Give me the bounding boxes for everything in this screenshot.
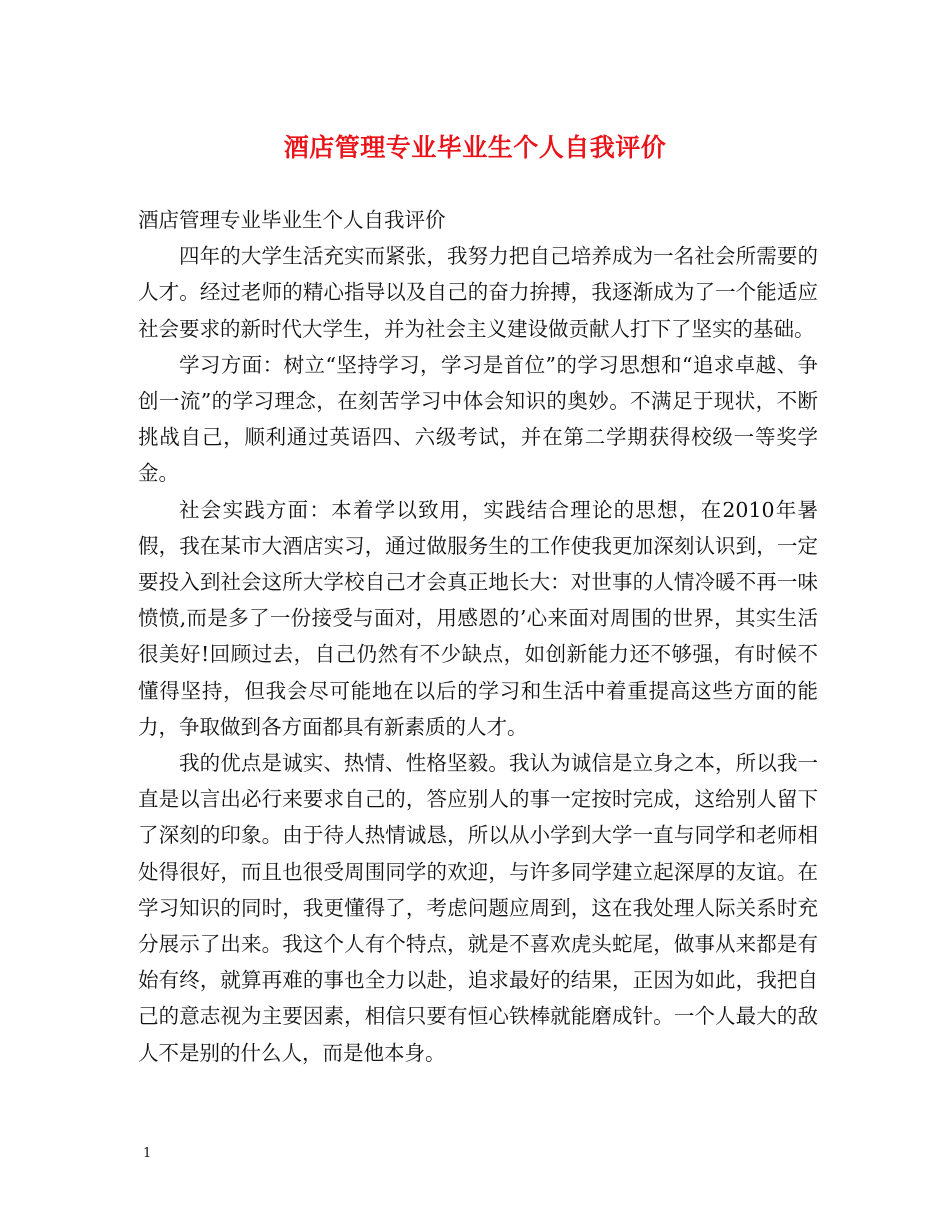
- page-number: 1: [143, 1146, 152, 1161]
- document-subtitle: 酒店管理专业毕业生个人自我评价: [138, 208, 446, 232]
- paragraph-practice: 社会实践方面：本着学以致用，实践结合理论的思想，在2010年暑假，我在某市大酒店实习，通过做服务生的工作使我更加深刻认识到，一定要投入到社会这所大学校自己才会真正地长大：对世事的人情冷暖不再一味愤愤,而是多了一份接受与面对，用感恩的’心来面对周围的世界，其实生活很美好!回顾过去，自己仍然有不少缺点，如创新能力还不够强，有时候不懂得坚持，但我会尽可能地在以后的学习和生活中着重提高这些方面的能力，争取做到各方面都具有新素质的人才。: [138, 497, 818, 739]
- paragraph-strengths: 我的优点是诚实、热情、性格坚毅。我认为诚信是立身之本，所以我一直是以言出必行来要求自己的，答应别人的事一定按时完成，这给别人留下了深刻的印象。由于待人热情诚恳，所以从小学到大学一直与同学和老师相处得很好，而且也很受周围同学的欢迎，与许多同学建立起深厚的友谊。在学习知识的同时，我更懂得了，考虑问题应周到，这在我处理人际关系时充分展示了出来。我这个人有个特点，就是不喜欢虎头蛇尾，做事从来都是有始有终，就算再难的事也全力以赴，追求最好的结果，正因为如此，我把自己的意志视为主要因素，相信只要有恒心铁棒就能磨成针。一个人最大的敌人不是别的什么人，而是他本身。: [138, 751, 818, 1065]
- paragraph-study: 学习方面：树立“坚持学习，学习是首位”的学习思想和“追求卓越、争创一流”的学习理念，在刻苦学习中体会知识的奥妙。不满足于现状，不断挑战自己，顺利通过英语四、六级考试，并在第二学期获得校级一等奖学金。: [138, 352, 818, 486]
- document-body: [138, 202, 818, 1071]
- paragraph-intro: 四年的大学生活充实而紧张，我努力把自己培养成为一名社会所需要的人才。经过老师的精心指导以及自己的奋力拚搏，我逐渐成为了一个能适应社会要求的新时代大学生，并为社会主义建设做贡献人打下了坚实的基础。: [138, 244, 818, 341]
- document-title: 酒店管理专业毕业生个人自我评价: [283, 133, 667, 162]
